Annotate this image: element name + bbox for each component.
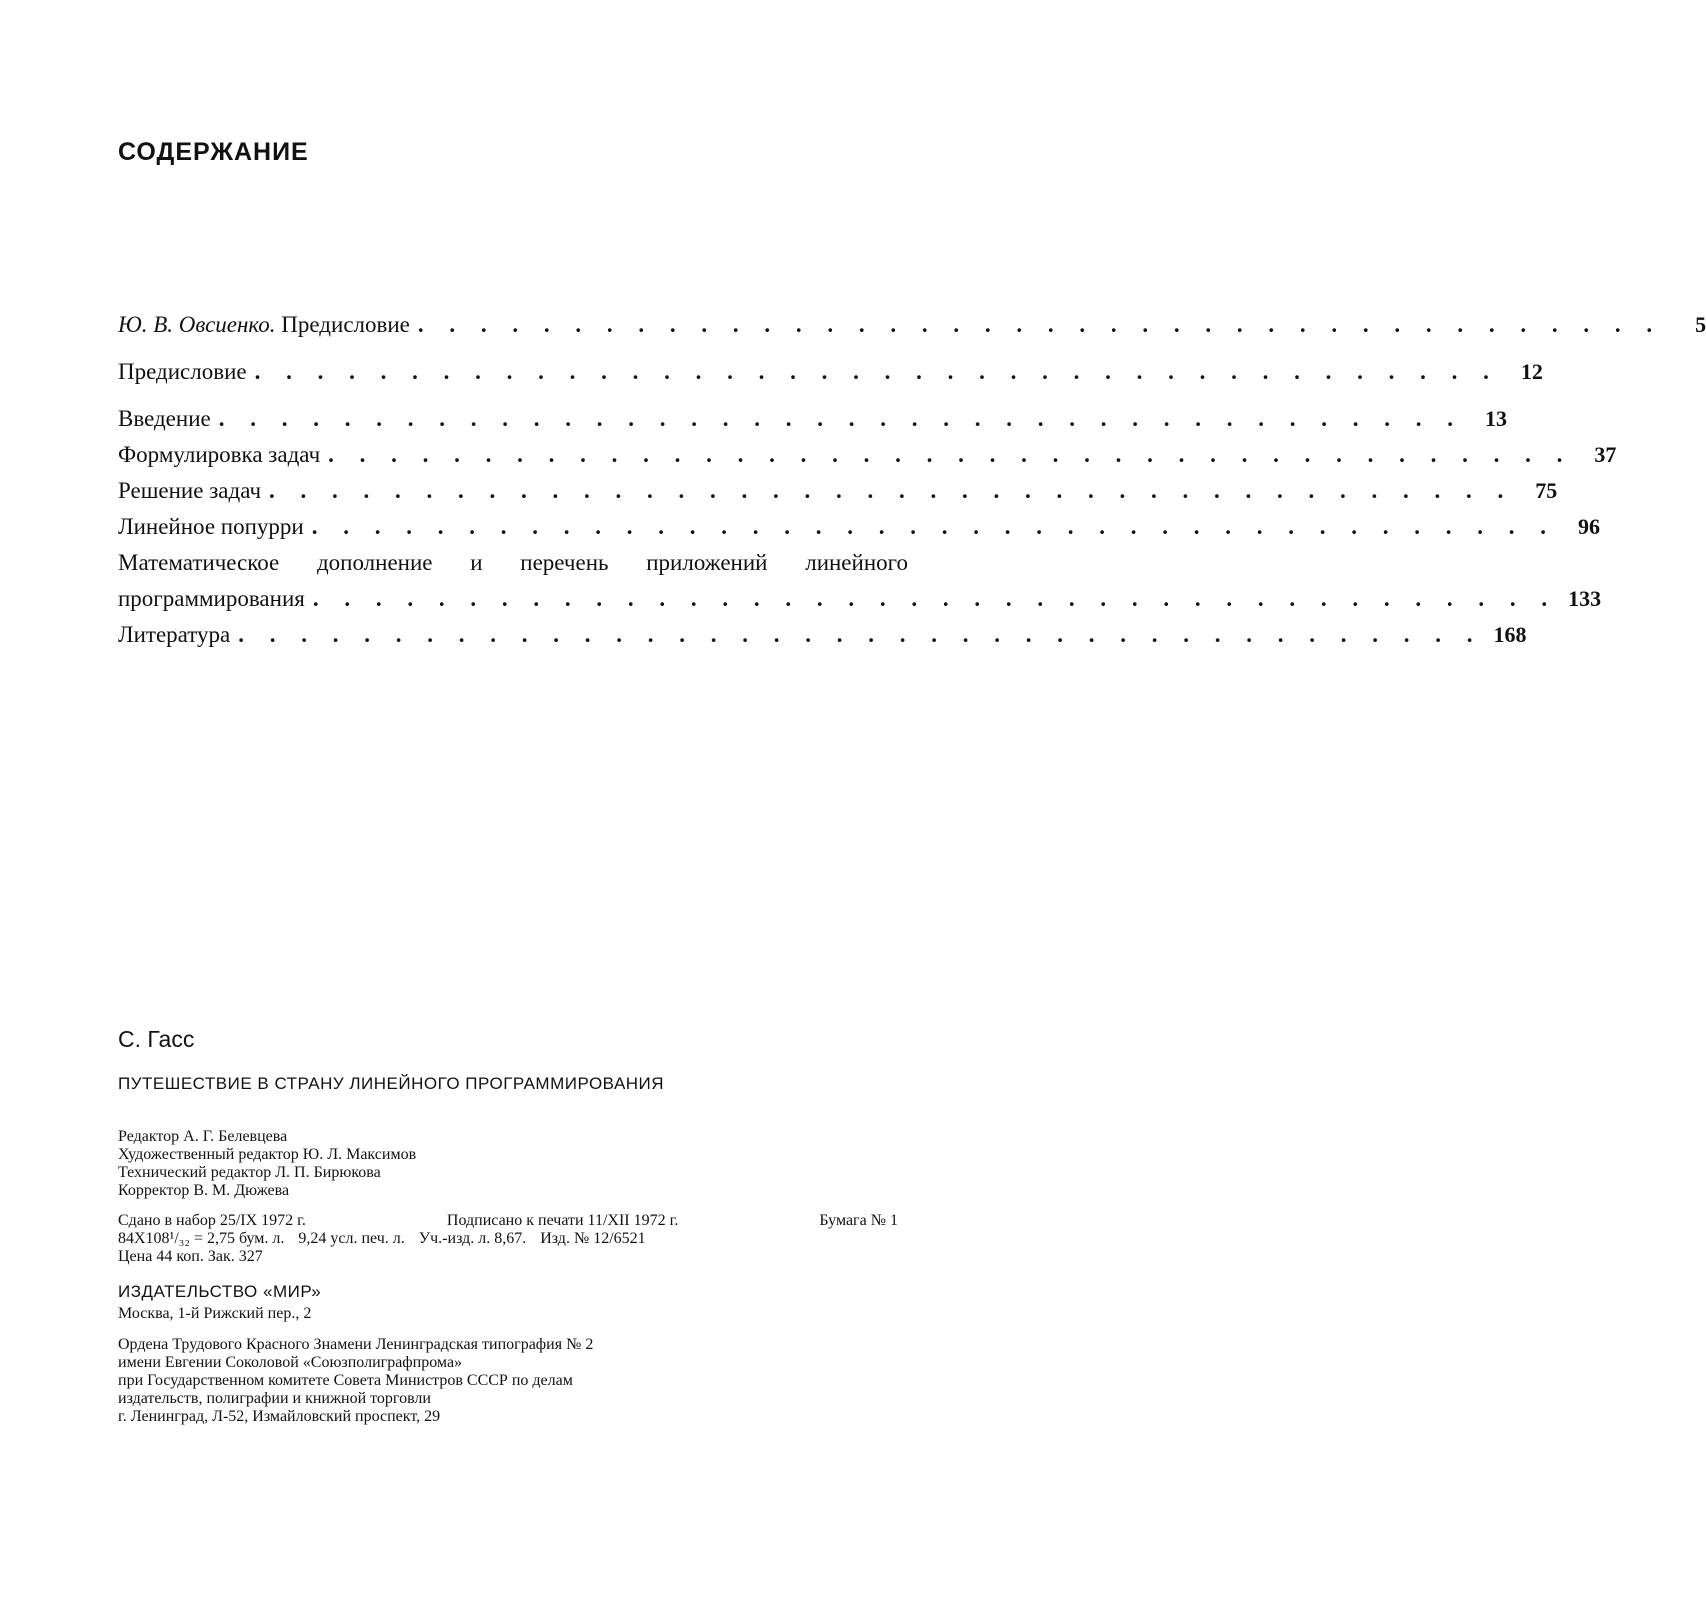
toc-entry: [118, 312, 1706, 344]
toc-entry-page: 133: [1568, 586, 1602, 611]
credit-line: Технический редактор Л. П. Бирюкова: [118, 1164, 381, 1181]
toc-entry: [118, 586, 1602, 618]
printing-line: [118, 1248, 898, 1266]
toc-entry-label: программирования: [118, 586, 313, 612]
credit-line: Корректор В. М. Дюжева: [118, 1182, 290, 1199]
toc-entry-line1: [118, 550, 908, 582]
printer-line: г. Ленинград, Л-52, Измайловский проспект, 29: [118, 1408, 441, 1425]
credit-line: Художественный редактор Ю. Л. Максимов: [118, 1146, 417, 1163]
typeset-date: Сдано в набор 25/IX 1972 г.: [118, 1212, 306, 1229]
toc-entry: [118, 442, 1617, 474]
toc-entry-page: 13: [1484, 406, 1507, 431]
toc-leader-dots: . . . . . . . . . . . . . . . . . . . . . . . . . . . . . . . . . . . . . . . .: [218, 406, 1463, 431]
toc-entry-label: Введение: [118, 406, 219, 432]
toc-leader-dots: . . . . . . . . . . . . . . . . . . . . . . . . . . . . . . . . . . . . . . . .: [269, 478, 1514, 503]
publisher-sheets: Уч.-изд. л. 8,67.: [418, 1230, 527, 1247]
toc-entry-page: 75: [1535, 478, 1558, 503]
printing-line: [118, 1230, 898, 1248]
printer-info: [118, 1336, 593, 1426]
toc-leader-dots: . . . . . . . . . . . . . . . . . . . . . . . . . . . . . . . . . . . . . . . .: [311, 514, 1556, 539]
toc-entry-page: 12: [1520, 359, 1543, 384]
toc-entry-label: Формулировка задач: [118, 442, 328, 468]
toc-entry: [118, 622, 1527, 654]
price-order: Цена 44 коп. Зак. 327: [118, 1248, 263, 1265]
toc-entry-label: Предисловие: [275, 312, 410, 337]
toc-entry: [118, 478, 1558, 510]
edition-number: Изд. № 12/6521: [540, 1230, 646, 1247]
printer-line: при Государственном комитете Совета Министров СССР по делам: [118, 1372, 573, 1389]
printer-line: Ордена Трудового Красного Знамени Ленинградская типография № 2: [118, 1336, 594, 1353]
printing-details: [118, 1212, 898, 1266]
editorial-credits: [118, 1128, 416, 1200]
toc-entry-label-line1: Математическое дополнение и перечень приложений линейного: [118, 550, 908, 575]
printer-line: издательств, полиграфии и книжной торговли: [118, 1390, 431, 1407]
toc-leader-dots: . . . . . . . . . . . . . . . . . . . . . . . . . . . . . . . . . . . . . . . .: [417, 312, 1663, 337]
toc-entry-author: Ю. В. Овсиенко.: [118, 312, 276, 337]
toc-entry: [118, 359, 1543, 391]
paper-type: Бумага № 1: [819, 1212, 898, 1229]
toc-heading: СОДЕРЖАНИЕ: [118, 138, 309, 166]
publisher-address: Москва, 1-й Рижский пер., 2: [118, 1305, 312, 1322]
toc-entry-page: 37: [1594, 442, 1617, 467]
paper-format: 84Х108¹/₃₂ = 2,75 бум. л.: [118, 1230, 285, 1247]
toc-entry: [118, 514, 1600, 546]
printer-line: имени Евгении Соколовой «Союзполиграфпрома»: [118, 1354, 463, 1371]
toc-leader-dots: . . . . . . . . . . . . . . . . . . . . . . . . . . . . . . . . . . . . . . . .: [328, 442, 1573, 467]
credit-line: Редактор А. Г. Белевцева: [118, 1128, 288, 1145]
toc-entry-label: Решение задач: [118, 478, 269, 504]
toc-entry-page: 168: [1493, 622, 1527, 647]
book-title: ПУТЕШЕСТВИЕ В СТРАНУ ЛИНЕЙНОГО ПРОГРАММИРОВАНИЯ: [118, 1074, 665, 1093]
book-author: С. Гасс: [118, 1026, 195, 1052]
signed-date: Подписано к печати 11/XII 1972 г.: [446, 1212, 679, 1229]
toc-entry: [118, 406, 1507, 438]
toc-entry-page: 5: [1695, 312, 1706, 337]
printed-sheets: 9,24 усл. печ. л.: [298, 1230, 405, 1247]
toc-entry-page: 96: [1577, 514, 1600, 539]
toc-entry-label: Линейное попурри: [118, 514, 312, 540]
toc-entry-label: Литература: [118, 622, 238, 648]
printing-line: [118, 1212, 898, 1230]
toc-leader-dots: . . . . . . . . . . . . . . . . . . . . . . . . . . . . . . . . . . . . . . . .: [238, 622, 1483, 647]
toc-entry-label: Предисловие: [118, 359, 255, 385]
publisher-name: ИЗДАТЕЛЬСТВО «МИР»: [118, 1282, 322, 1301]
toc-leader-dots: . . . . . . . . . . . . . . . . . . . . . . . . . . . . . . . . . . . . . . . .: [312, 586, 1558, 611]
toc-leader-dots: . . . . . . . . . . . . . . . . . . . . . . . . . . . . . . . . . . . . . . . .: [254, 359, 1499, 384]
